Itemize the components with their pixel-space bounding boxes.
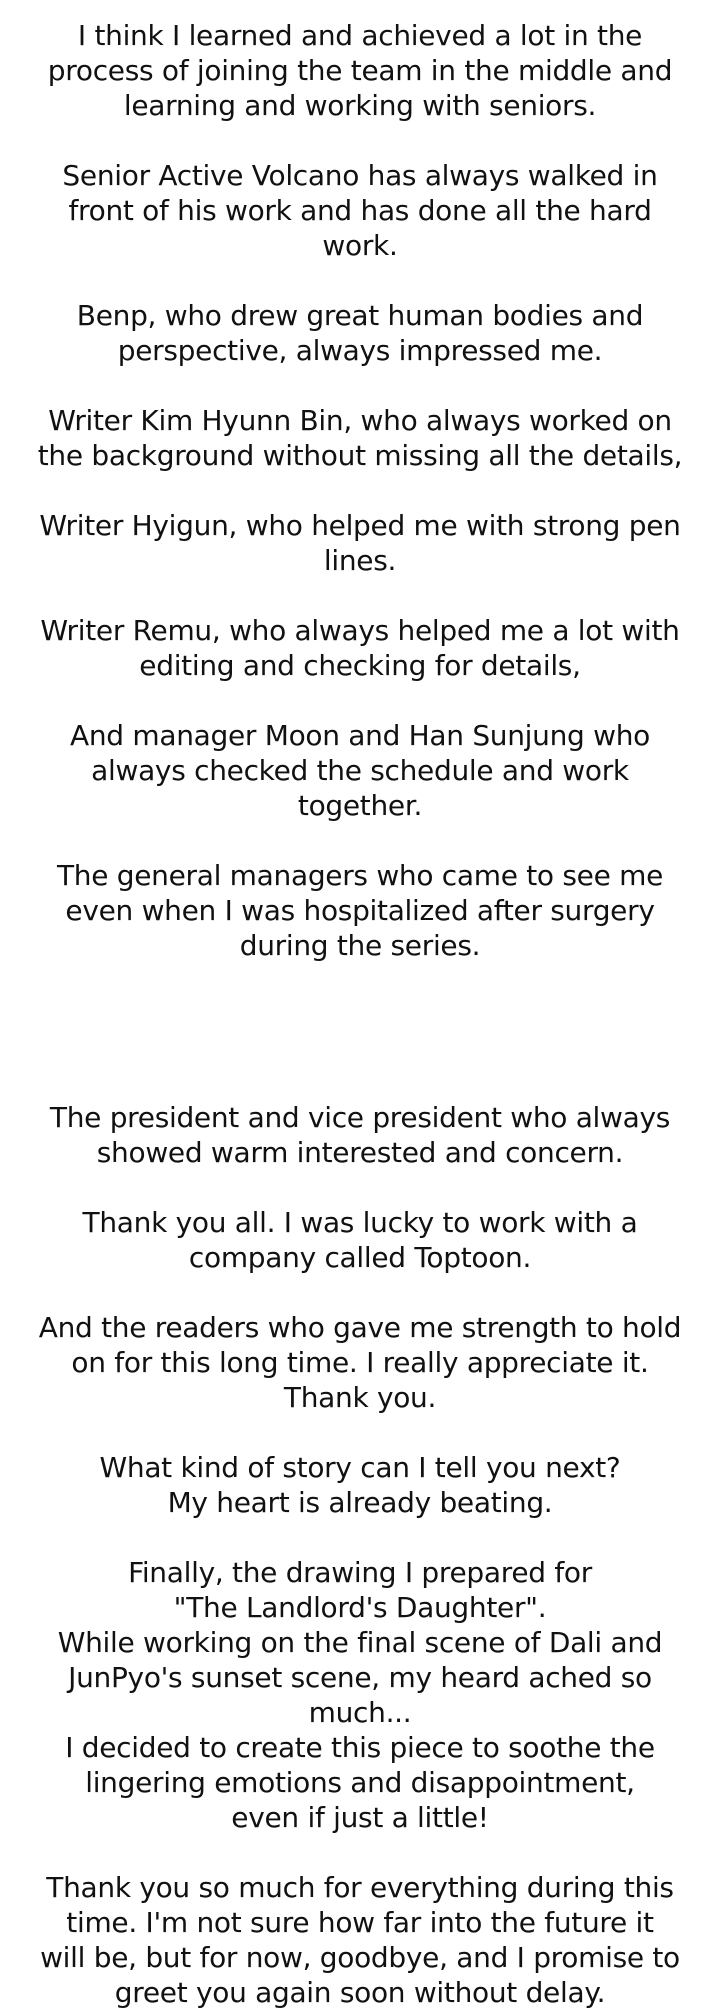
paragraph-next-story: What kind of story can I tell you next? My heart is already beating.: [99, 1451, 621, 1519]
paragraph-joining-team: I think I learned and achieved a lot in the process of joining the team in the middle and learning and working with seniors.: [47, 19, 673, 122]
paragraph-remu: Writer Remu, who always helped me a lot with editing and checking for details,: [40, 614, 680, 682]
paragraph-active-volcano: Senior Active Volcano has always walked in front of his work and has done all the hard work.: [62, 159, 658, 262]
paragraph-hyigun: Writer Hyigun, who helped me with strong pen lines.: [39, 509, 681, 577]
paragraph-president: The president and vice president who always showed warm interested and concern.: [49, 1101, 671, 1169]
paragraph-benp: Benp, who drew great human bodies and perspective, always impressed me.: [76, 299, 644, 367]
paragraph-goodbye: Thank you so much for everything during this time. I'm not sure how far into the future it will be, but for now, goodbye, and I promise to greet you again soon without delay.: [40, 1871, 680, 2009]
paragraph-managers-moon-han: And manager Moon and Han Sunjung who always checked the schedule and work together.: [69, 719, 651, 822]
paragraph-general-managers: The general managers who came to see me even when I was hospitalized after surgery during the series.: [56, 859, 664, 962]
paragraph-kim-hyunn-bin: Writer Kim Hyunn Bin, who always worked on the background without missing all the details,: [37, 404, 683, 472]
paragraph-thank-you-toptoon: Thank you all. I was lucky to work with a company called Toptoon.: [82, 1206, 638, 1274]
paragraph-readers: And the readers who gave me strength to hold on for this long time. I really appreciate it. Thank you.: [38, 1311, 682, 1414]
paragraph-final-drawing: Finally, the drawing I prepared for "The Landlord's Daughter". While working on the final scene of Dali and JunPyo's sunset scene, my heard ached so much... I decided to create this piece to soothe the lingering emotions and disappointment, even if just a little!: [57, 1556, 663, 1834]
